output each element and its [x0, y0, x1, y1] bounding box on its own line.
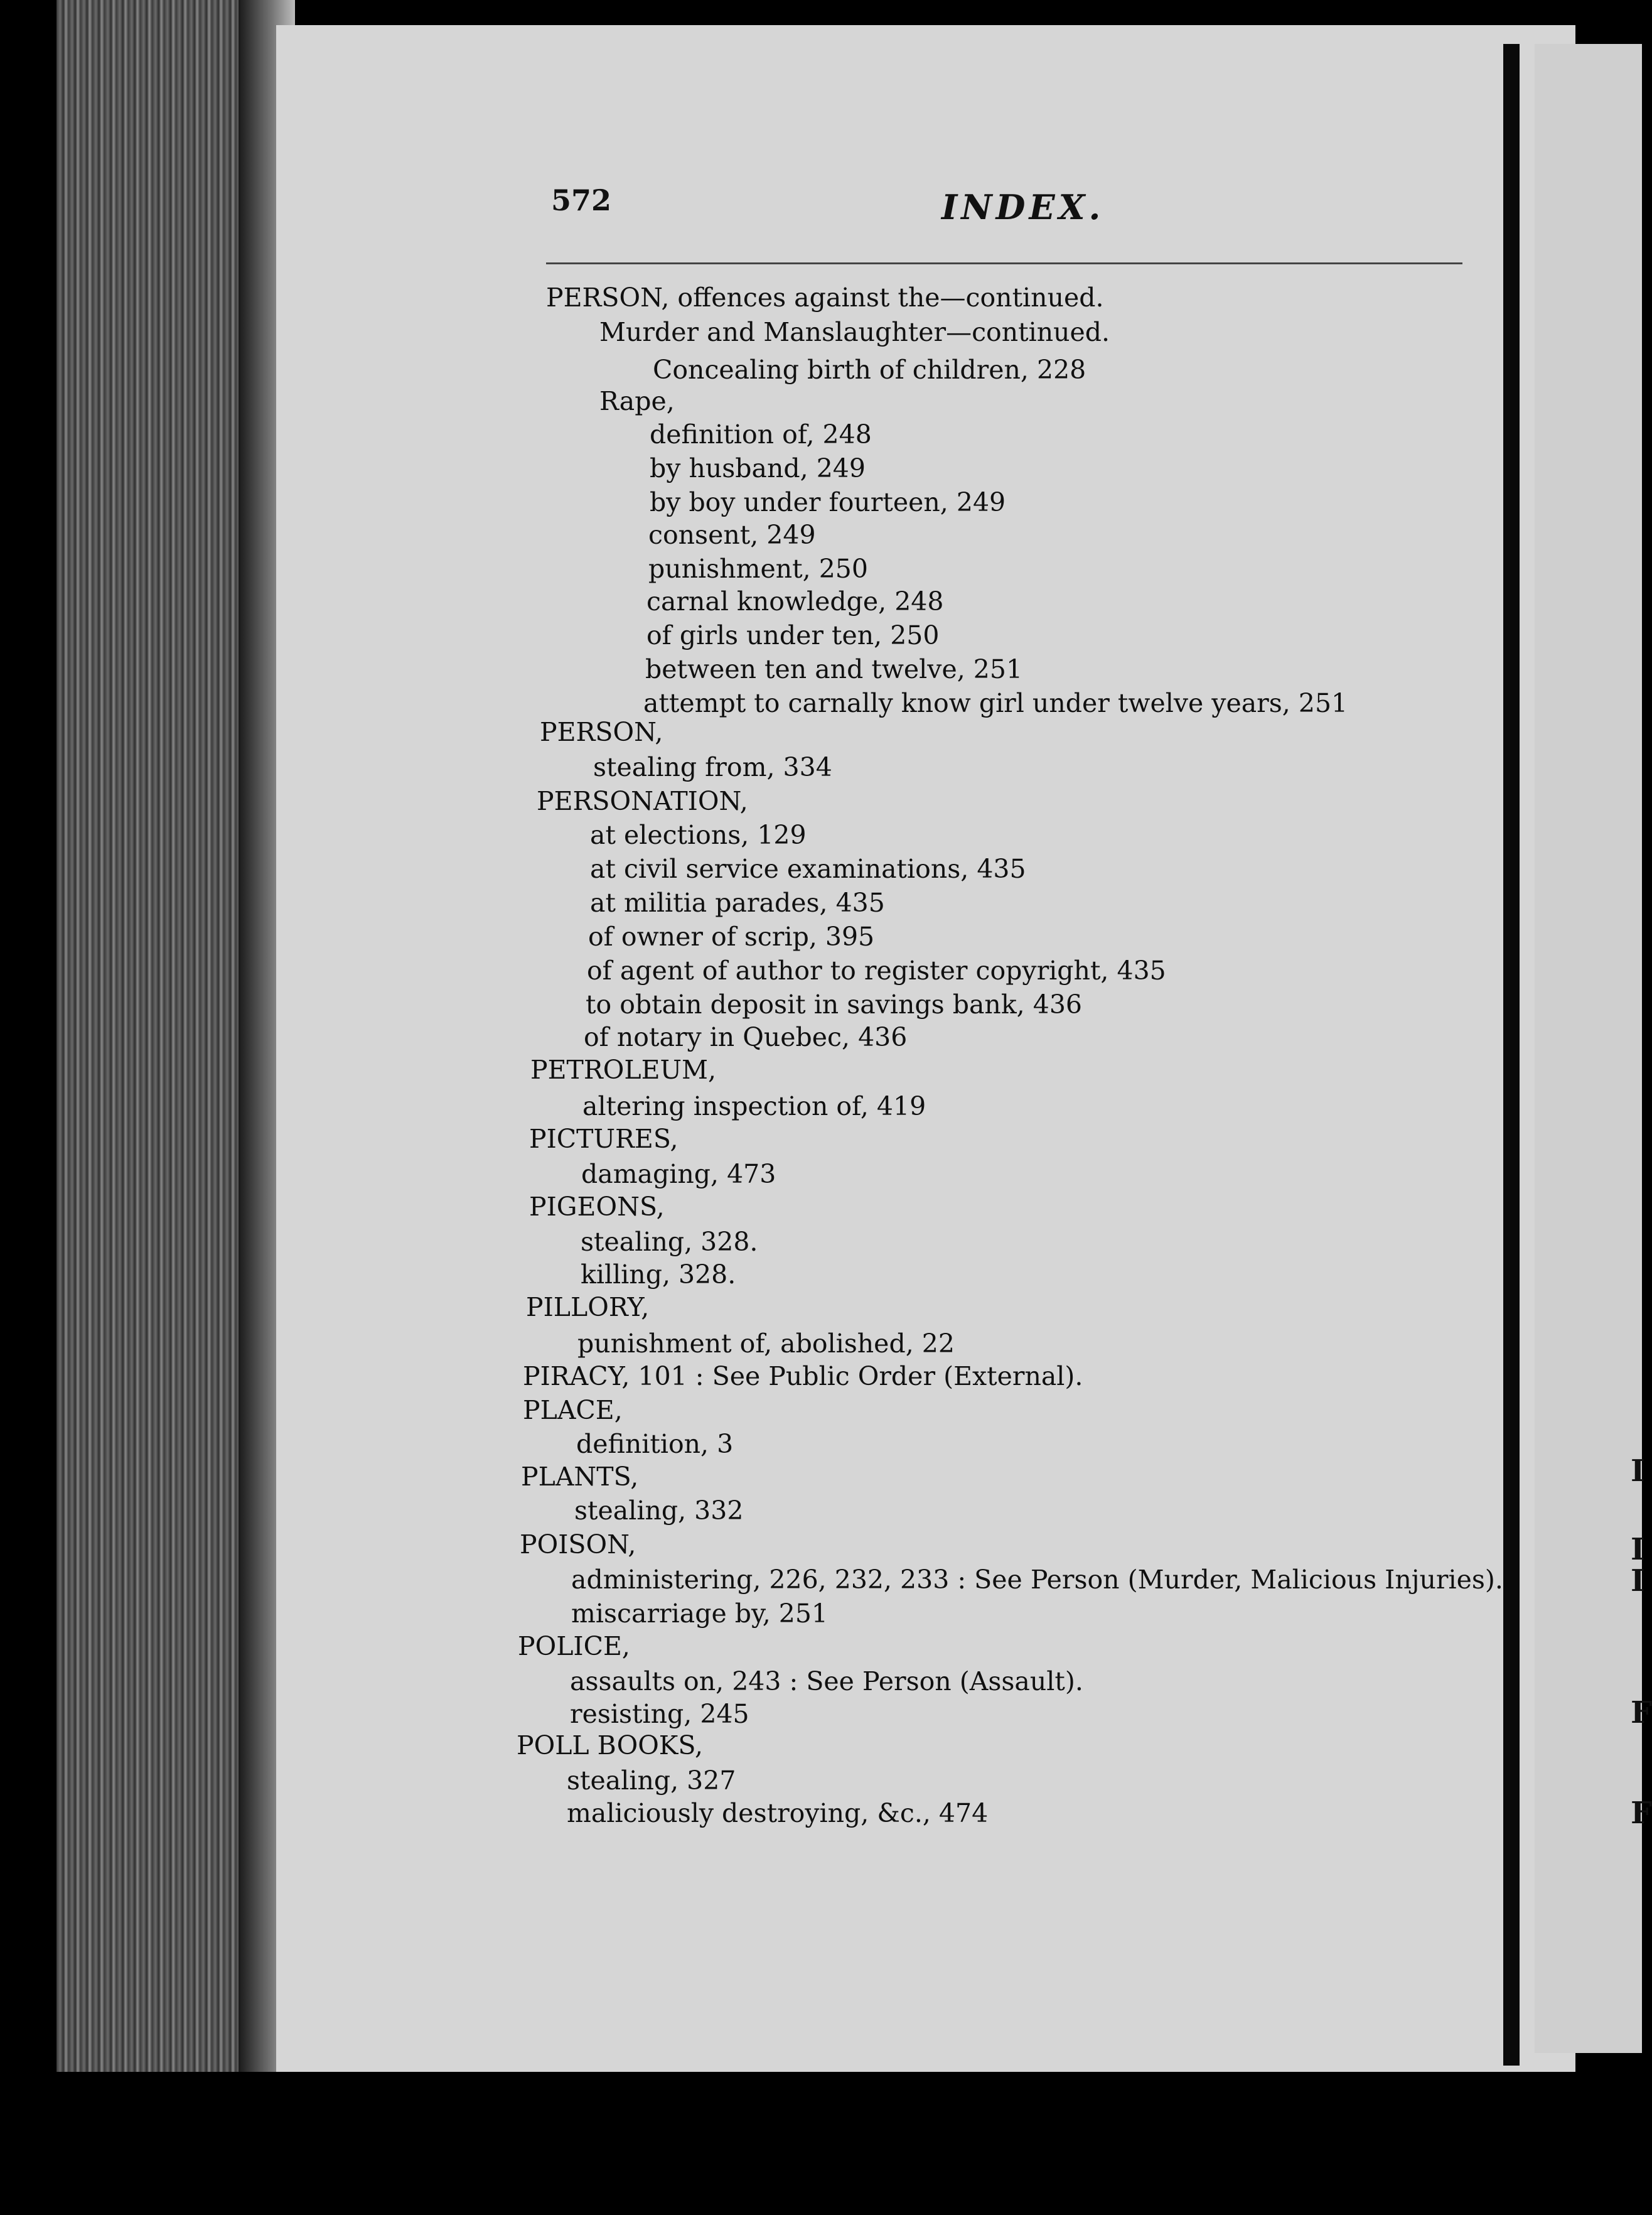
- index-line: assaults on, 243 : See Person (Assault).: [570, 1666, 1083, 1696]
- facing-page-letter: I: [1631, 1532, 1645, 1567]
- facing-page-strip: [1535, 44, 1645, 2053]
- index-line: PERSON,: [540, 717, 663, 747]
- index-line: PETROLEUM,: [530, 1055, 717, 1085]
- index-line: PLACE,: [523, 1395, 623, 1425]
- index-line: damaging, 473: [581, 1159, 776, 1189]
- scan-border-bottom: [0, 2072, 1642, 2215]
- index-line: to obtain deposit in savings bank, 436: [586, 989, 1082, 1020]
- index-line: Rape,: [599, 386, 675, 416]
- page-gutter: [1503, 44, 1520, 2066]
- index-line: of girls under ten, 250: [646, 620, 940, 650]
- facing-page-letter: F: [1631, 1695, 1652, 1730]
- index-line: by boy under fourteen, 249: [650, 487, 1006, 517]
- index-line: definition, 3: [576, 1429, 734, 1459]
- index-line: definition of, 248: [650, 419, 872, 450]
- index-line: administering, 226, 232, 233 : See Person (Murder, Malicious Injuries).: [571, 1565, 1503, 1595]
- index-line: at elections, 129: [590, 820, 807, 850]
- index-line: PILLORY,: [526, 1292, 650, 1322]
- index-line: PICTURES,: [529, 1124, 678, 1154]
- index-line: punishment, 250: [648, 554, 868, 584]
- index-line: at civil service examinations, 435: [590, 854, 1026, 884]
- facing-page-letter: I: [1631, 1563, 1645, 1598]
- index-line: stealing, 332: [574, 1496, 744, 1526]
- index-line: of agent of author to register copyright, 435: [587, 956, 1166, 986]
- index-line: PERSON, offences against the—continued.: [546, 283, 1104, 313]
- index-line: at militia parades, 435: [590, 888, 885, 918]
- index-line: by husband, 249: [650, 453, 866, 483]
- index-line: Concealing birth of children, 228: [653, 355, 1086, 385]
- index-line: killing, 328.: [581, 1259, 736, 1290]
- index-line: miscarriage by, 251: [571, 1598, 829, 1629]
- index-line: PIGEONS,: [529, 1192, 665, 1222]
- index-line: stealing, 327: [567, 1765, 736, 1796]
- facing-page-letter: I: [1631, 1453, 1645, 1489]
- header-rule: [546, 262, 1462, 264]
- index-line: carnal knowledge, 248: [646, 586, 944, 617]
- index-line: consent, 249: [648, 520, 816, 550]
- index-line: maliciously destroying, &c., 474: [567, 1798, 989, 1828]
- index-line: stealing from, 334: [593, 752, 832, 782]
- page-number: 572: [551, 183, 612, 217]
- index-line: of notary in Quebec, 436: [584, 1022, 908, 1052]
- index-line: Murder and Manslaughter—continued.: [599, 317, 1110, 347]
- index-line: between ten and twelve, 251: [645, 654, 1023, 684]
- running-title: INDEX.: [941, 187, 1105, 227]
- index-line: POLL BOOKS,: [517, 1730, 704, 1760]
- index-line: punishment of, abolished, 22: [577, 1328, 955, 1359]
- index-line: PERSONATION,: [537, 786, 748, 816]
- index-line: stealing, 328.: [581, 1227, 758, 1257]
- index-line: PIRACY, 101 : See Public Order (External).: [523, 1361, 1083, 1391]
- facing-page-letter: F: [1631, 1796, 1652, 1831]
- index-line: resisting, 245: [570, 1699, 749, 1729]
- index-line: altering inspection of, 419: [582, 1091, 926, 1121]
- index-line: attempt to carnally know girl under twelve years, 251: [643, 688, 1348, 718]
- index-line: PLANTS,: [521, 1462, 639, 1492]
- index-line: POISON,: [520, 1529, 636, 1560]
- index-line: of owner of scrip, 395: [588, 922, 875, 952]
- index-line: POLICE,: [518, 1631, 630, 1661]
